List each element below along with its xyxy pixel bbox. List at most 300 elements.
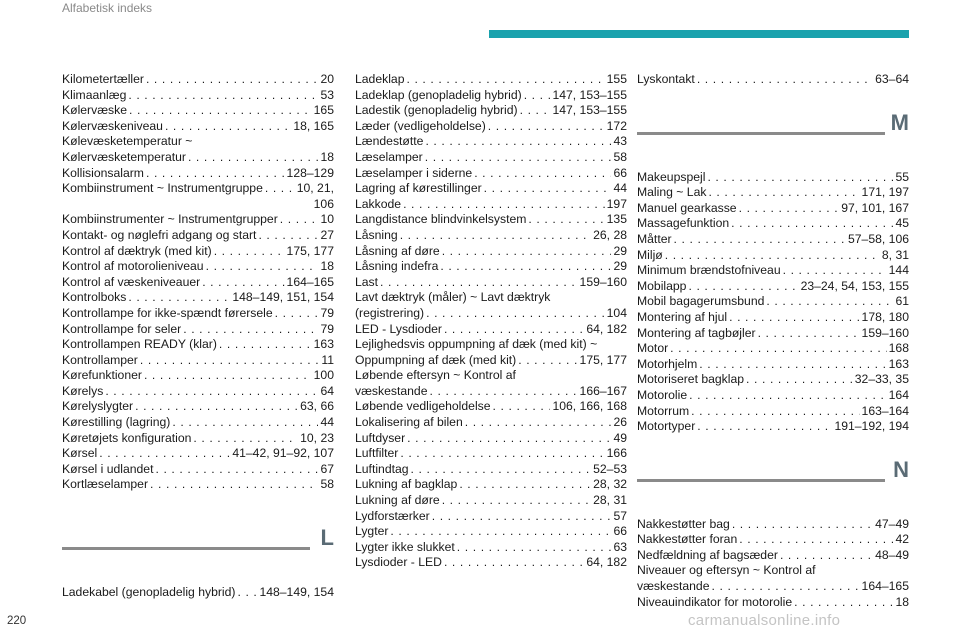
entry-pages: 44 [320,415,334,430]
dot-leader [457,540,612,556]
entry-pages: 159–160 [579,274,627,289]
index-entry [355,103,627,119]
entry-term: Lygter [355,524,389,539]
entry-term: Niveauindikator for motorolie [637,594,793,609]
entry-term: Låsning [355,227,398,242]
entry-term: Lejlighedsvis oppumpning af dæk (med kit) ~ [355,337,598,352]
entry-pages: 128–129 [286,165,334,180]
entry-pages: 10, 23 [300,430,334,445]
section-header-n [637,451,909,511]
index-entry [355,462,627,478]
entry-pages: 32–33, 35 [854,372,909,387]
index-entry [637,310,909,326]
entry-term: Lukning af døre [355,493,440,508]
dot-leader [739,532,893,548]
entry-pages: 23–24, 54, 153, 155 [800,278,909,293]
dot-leader [400,228,591,244]
section-letter: M [890,109,909,135]
index-entry [62,150,334,166]
entry-term: Kontrollampe for ikke-spændt førersele [62,305,273,320]
dot-leader [697,72,873,88]
entry-term: Massagefunktion [637,216,730,231]
dot-leader [732,517,873,533]
index-entry [637,294,909,310]
entry-pages: 165 [313,103,334,118]
index-entry [355,399,627,415]
dot-leader [518,353,577,369]
entry-term: Kontrol af motorolieniveau [62,259,204,274]
index-entry [62,88,334,104]
entry-pages: 172 [606,118,627,133]
section-letter: N [893,456,909,482]
index-entry [637,279,909,295]
index-entry [637,201,909,217]
dot-leader [432,509,612,525]
entry-pages: 26, 28 [593,227,627,242]
entry-pages: 106, 166, 168 [552,399,627,414]
entry-term: Kørelys [62,383,104,398]
index-entry [62,228,334,244]
entry-term: Kørsel i udlandet [62,461,154,476]
dot-leader [474,166,611,182]
entry-term: Mobilapp [637,278,687,293]
index-entry [355,555,627,571]
entry-term: Løbende eftersyn ~ Kontrol af [355,368,516,383]
entry-pages: 18 [895,594,909,609]
dot-leader [406,72,604,88]
entry-term: Kontrolboks [62,290,127,305]
dot-leader [214,244,285,260]
entry-pages: 163 [888,356,909,371]
entry-term: Kørestilling (lagring) [62,415,171,430]
entry-list-l-cont [355,72,627,571]
entry-term: Løbende vedligeholdelse [355,399,491,414]
entry-pages: 58 [320,477,334,492]
entry-term: Låsning af døre [355,243,440,258]
dot-leader [665,248,880,264]
entry-term: Montering af hjul [637,309,728,324]
dot-leader [105,384,318,400]
entry-pages: 104 [606,305,627,320]
index-entry [355,244,627,260]
dot-leader [444,555,584,571]
entry-term: Kombiinstrument ~ Instrumentgruppe [62,181,263,196]
index-entry [355,228,627,244]
entry-pages: 79 [320,305,334,320]
entry-term: Lagring af kørestillinger [355,181,482,196]
index-entry [355,524,627,540]
entry-term: Niveauer og eftersyn ~ Kontrol af [637,563,816,578]
entry-pages: 26 [613,415,627,430]
entry-term: Kontakt- og nøglefri adgang og start [62,227,257,242]
entry-term: Lydforstærker [355,508,430,523]
dot-leader [493,399,551,415]
dot-leader [425,150,612,166]
dot-leader [146,166,285,182]
dot-leader [459,477,591,493]
dot-leader [699,357,886,373]
index-entry [62,415,334,431]
entry-term: Kørefunktioner [62,368,142,383]
index-entry [637,548,909,564]
entry-pages: 144 [888,263,909,278]
entry-pages: 148–149, 154 [259,585,334,600]
dot-leader [430,384,578,400]
entry-list-n [637,517,909,611]
entry-pages: 10 [320,212,334,227]
index-entry [62,103,334,119]
dot-leader [258,228,318,244]
index-entry [355,368,627,384]
index-entry [637,595,909,611]
section-header-l [62,519,334,579]
entry-pages: 64 [320,383,334,398]
entry-term: Kombiinstrumenter ~ Instrumentgrupper [62,212,278,227]
dot-leader [146,72,318,88]
dot-leader [442,244,612,260]
entry-pages: 135 [606,212,627,227]
entry-pages: 67 [320,461,334,476]
section-divider [637,132,885,135]
entry-pages: 147, 153–155 [552,87,627,102]
entry-term: Kilometertæller [62,72,144,86]
entry-pages: 61 [895,294,909,309]
index-entry [62,353,334,369]
entry-term: Motorrum [637,403,690,418]
entry-term: Læselamper [355,149,423,164]
entry-term: Kontrollamper [62,352,138,367]
entry-term: Måtter [637,231,672,246]
dot-leader [237,585,257,601]
entry-pages: 63 [613,539,627,554]
entry-pages: 66 [613,524,627,539]
dot-leader [380,275,578,291]
dot-leader [739,201,840,217]
index-entry [355,353,627,369]
entry-term: Makeupspejl [637,169,706,184]
dot-leader [411,462,592,478]
index-entry [62,462,334,478]
index-entry [355,181,627,197]
index-entry [355,212,627,228]
dot-leader [265,181,295,197]
index-entry [637,341,909,357]
index-entry [637,388,909,404]
entry-pages: 155 [606,72,627,86]
index-entry [355,290,627,306]
index-entry [637,216,909,232]
index-entry [62,72,334,88]
dot-leader [524,88,551,104]
entry-pages: 163–164 [861,403,909,418]
dot-leader [440,259,611,275]
index-entry [62,134,334,150]
dot-leader [780,548,873,564]
entry-term: Motoriseret bagklap [637,372,745,387]
entry-pages: 57 [613,508,627,523]
entry-pages: 8, 31 [881,247,909,262]
index-entry [62,306,334,322]
index-entry [637,326,909,342]
entry-pages: 64, 182 [586,321,627,336]
index-entry [637,372,909,388]
dot-leader [783,263,887,279]
index-entry [637,263,909,279]
dot-leader [135,399,298,415]
entry-term: Kørelyslygter [62,399,134,414]
index-entry [62,166,334,182]
entry-term: Lysdioder - LED [355,555,442,570]
index-entry [637,185,909,201]
entry-pages: 28, 32 [593,477,627,492]
dot-leader [426,306,605,322]
page-number: 220 [7,615,27,627]
dot-leader [188,150,318,166]
dot-leader [794,595,893,611]
entry-term: Oppumpning af dæk (med kit) [355,352,517,367]
index-entry [637,579,909,595]
entry-term: Kørsel [62,446,98,461]
index-entry [62,477,334,493]
entry-pages: 11 [321,352,334,367]
dot-leader [128,290,230,306]
index-entry [62,384,334,400]
entry-list-l [62,585,334,601]
entry-pages: 159–160 [861,325,909,340]
dot-leader [390,524,611,540]
entry-term: væskestande [637,579,710,594]
dot-leader [766,294,893,310]
entry-term: Miljø [637,247,663,262]
entry-pages: 29 [613,243,627,258]
entry-term: Langdistance blindvinkelsystem [355,212,527,227]
index-entry [637,170,909,186]
entry-pages: 175, 177 [286,243,334,258]
entry-pages: 18 [320,259,334,274]
entry-term: Kølervæskeniveau [62,118,163,133]
index-entry [637,357,909,373]
index-entry [355,150,627,166]
entry-pages: 97, 101, 167 [841,200,909,215]
index-entry [355,415,627,431]
index-entry [355,509,627,525]
index-entry [355,166,627,182]
dot-leader [758,326,860,342]
entry-term: Kortlæselamper [62,477,149,492]
entry-pages: 197 [606,196,627,211]
entry-term: Motortyper [637,419,696,434]
entry-pages: 100 [313,368,334,383]
dot-leader [183,322,318,338]
header-title: Alfabetisk indeks [62,1,153,15]
entry-term: Kontrol af dæktryk (med kit) [62,243,212,258]
dot-leader [140,353,319,369]
entry-pages: 10, 21, [296,181,334,196]
entry-pages: 29 [613,259,627,274]
index-entry [637,517,909,533]
entry-term: Mobil bagagerumsbund [637,294,765,309]
index-entry [355,446,627,462]
entry-term: Lukning af bagklap [355,477,458,492]
entry-pages: 45 [895,216,909,231]
entry-list-k [62,72,334,493]
dot-leader [689,388,887,404]
index-column-2 [355,72,627,571]
index-entry [62,212,334,228]
entry-pages: 57–58, 106 [848,231,909,246]
entry-term: LED - Lysdioder [355,321,442,336]
index-entry [355,134,627,150]
entry-term: væskestande [355,383,428,398]
entry-term: Motorhjelm [637,356,698,371]
index-entry [637,232,909,248]
entry-pages: 164 [888,387,909,402]
index-entry [637,404,909,420]
entry-pages: 148–149, 151, 154 [232,290,334,305]
index-entry [355,477,627,493]
index-entry [355,88,627,104]
dot-leader [674,232,846,248]
entry-term: Nakkestøtter bag [637,516,730,531]
entry-list-m [637,170,909,435]
index-entry [637,563,909,579]
entry-pages: 66 [613,165,627,180]
entry-term: Klimaanlæg [62,87,127,102]
entry-term: Maling ~ Lak [637,185,707,200]
entry-term: Lakkode [355,196,402,211]
dot-leader [172,415,318,431]
dot-leader [697,419,832,435]
index-entry [62,244,334,260]
index-entry [637,532,909,548]
entry-pages: 18 [320,149,334,164]
entry-pages: 42 [895,532,909,547]
index-entry [355,275,627,291]
entry-term: Nedfældning af bagsæder [637,547,778,562]
entry-term: Last [355,274,379,289]
dot-leader [528,212,604,228]
index-entry [355,431,627,447]
entry-term: Luftdyser [355,430,406,445]
dot-leader [275,306,319,322]
index-entry [62,275,334,291]
entry-term: Læselamper i siderne [355,165,473,180]
index-entry [355,119,627,135]
entry-pages: 164–165 [286,274,334,289]
section-divider [637,479,885,482]
dot-leader [150,477,318,493]
entry-pages: 79 [320,321,334,336]
watermark: carmanualsonline.info [688,612,841,629]
dot-leader [707,170,893,186]
index-column-3 [637,72,909,610]
entry-term: Minimum brændstofniveau [637,263,781,278]
index-entry [62,337,334,353]
dot-leader [488,119,605,135]
entry-pages: 171, 197 [861,185,909,200]
entry-pages: 49 [613,430,627,445]
dot-leader [688,279,798,295]
dot-leader [425,134,611,150]
dot-leader [403,197,605,213]
entry-pages: 58 [613,149,627,164]
index-entry [355,306,627,322]
entry-term: Låsning indefra [355,259,439,274]
dot-leader [400,446,604,462]
dot-leader [746,372,853,388]
entry-pages: 55 [895,169,909,184]
index-entry [355,72,627,88]
entry-term: Luftindtag [355,461,409,476]
entry-term: Kontrollampe for seler [62,321,182,336]
index-entry [355,259,627,275]
entry-pages: 147, 153–155 [552,103,627,118]
dot-leader [193,431,298,447]
dot-leader [155,462,318,478]
entry-term: Motor [637,341,669,356]
entry-pages: 48–49 [875,547,909,562]
index-entry [62,259,334,275]
entry-pages: 178, 180 [861,309,909,324]
entry-pages: 52–53 [593,461,627,476]
entry-term: Kontrol af væskeniveauer [62,274,201,289]
index-entry [62,290,334,306]
entry-term: Kølevæsketemperatur ~ [62,134,193,149]
dot-leader [165,119,291,135]
entry-pages: 63, 66 [300,399,334,414]
header-accent-bar [489,30,909,38]
index-entry [355,384,627,400]
dot-leader [202,275,284,291]
index-entry [62,181,334,197]
index-entry [355,337,627,353]
entry-pages: 63–64 [875,72,909,86]
dot-leader [731,216,893,232]
index-entry [62,585,334,601]
index-entry [62,322,334,338]
entry-term: Lyskontakt [637,72,695,86]
dot-leader [670,341,887,357]
dot-leader [144,368,312,384]
index-entry [355,322,627,338]
entry-term: Ladestik (genopladelig hybrid) [355,103,518,118]
entry-pages: 43 [613,134,627,149]
entry-pages: 47–49 [875,516,909,531]
dot-leader [442,493,591,509]
dot-leader [712,579,860,595]
entry-term: Kontrollampen READY (klar) [62,337,217,352]
index-entry [355,540,627,556]
entry-term: Ladeklap (genopladelig hybrid) [355,87,522,102]
entry-term: Motorolie [637,387,688,402]
index-column-1 [62,72,334,601]
entry-pages: 18, 165 [293,118,334,133]
dot-leader [99,446,230,462]
entry-pages: 166–167 [579,383,627,398]
dot-leader [219,337,312,353]
entry-pages-continued: 106 [313,196,334,211]
entry-pages: 27 [320,227,334,242]
entry-pages: 64, 182 [586,555,627,570]
entry-pages: 20 [320,72,334,86]
entry-term: Kølervæske [62,103,128,118]
entry-term: Lændestøtte [355,134,424,149]
dot-leader [129,103,312,119]
index-entry [355,493,627,509]
index-entry [637,72,909,88]
entry-term: Kølervæsketemperatur [62,149,186,164]
entry-pages: 41–42, 91–92, 107 [232,446,334,461]
